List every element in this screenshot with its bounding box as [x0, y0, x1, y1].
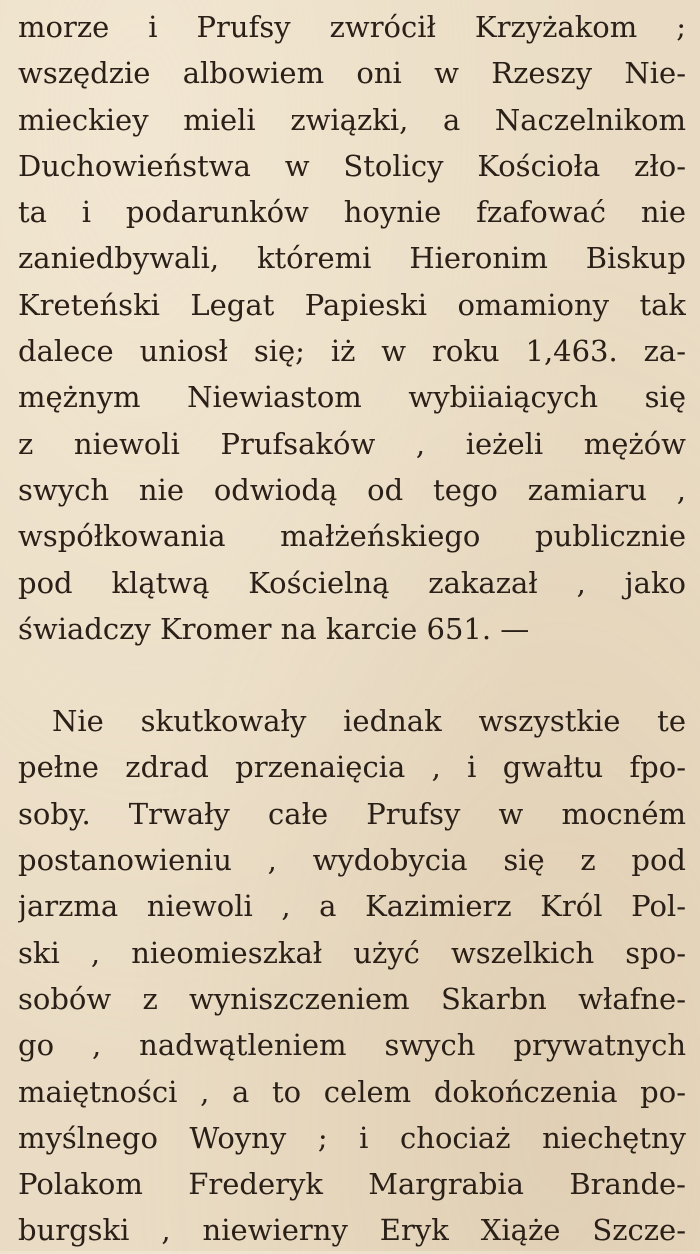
text-line: Nie skutkowały iednak wszystkie te	[52, 704, 686, 739]
text-line: świadczy Kromer na karcie 651. —	[18, 611, 530, 646]
paragraph-1	[18, 4, 686, 652]
text-line: myślnego Woyny ; i chociaż niechętny	[18, 1120, 686, 1155]
text-line: burgski , niewierny Eryk Xiąże Szcze-	[18, 1213, 686, 1248]
text-line: jarzma niewoli , a Kazimierz Król Pol-	[18, 889, 686, 924]
text-line: mężnym Niewiastom wybiiaiących się	[18, 380, 686, 415]
text-line: soby. Trwały całe Prufsy w mocném	[18, 796, 686, 831]
paragraph-gap	[18, 652, 686, 698]
text-line: morze i Prufsy zwrócił Krzyżakom ;	[18, 10, 686, 44]
text-line: pełne zdrad przenaięcia , i gwałtu fpo-	[18, 750, 686, 785]
text-line: dalece uniosł się; iż w roku 1,463. za-	[18, 334, 686, 369]
text-line: maiętności , a to celem dokończenia po-	[18, 1074, 686, 1109]
text-line: swych nie odwiodą od tego zamiaru ,	[18, 472, 686, 507]
text-line: go , nadwątleniem swych prywatnych	[18, 1028, 686, 1063]
text-line: współkowania małżeńskiego publicznie	[18, 519, 686, 554]
text-line: Kreteński Legat Papieski omamiony tak	[18, 287, 686, 322]
text-line: wszędzie albowiem oni w Rzeszy Nie-	[18, 56, 686, 91]
text-line: postanowieniu , wydobycia się z pod	[18, 843, 686, 878]
text-line: z niewoli Prufsaków , ieżeli mężów	[18, 426, 686, 461]
text-line: ski , nieomieszkał użyć wszelkich spo-	[18, 935, 686, 970]
text-line: zaniedbywali, któremi Hieronim Biskup	[18, 241, 686, 276]
text-line: Polakom Frederyk Margrabia Brande-	[18, 1167, 686, 1202]
book-page	[0, 4, 700, 1251]
text-line: pod klątwą Kościelną zakazał , jako	[18, 565, 686, 600]
text-line: Duchowieństwa w Stolicy Kościoła zło-	[18, 148, 686, 183]
text-line: sobów z wyniszczeniem Skarbn włafne-	[18, 981, 686, 1016]
paragraph-2	[18, 698, 686, 1254]
text-line: mieckiey mieli związki, a Naczelnikom	[18, 102, 686, 137]
text-line: ta i podarunków hoynie fzafować nie	[18, 195, 686, 230]
